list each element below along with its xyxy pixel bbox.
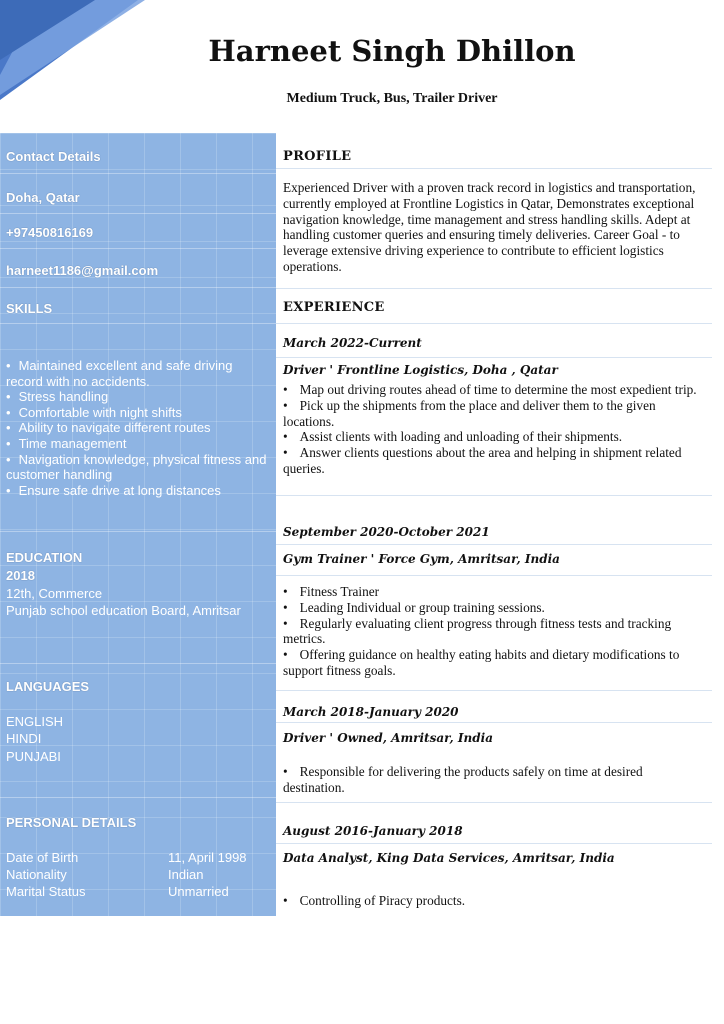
languages-heading: LANGUAGES [6, 679, 90, 694]
job-bullets [283, 893, 705, 909]
list-item: • Responsible for delivering the products safely on time at desired destination. [283, 764, 705, 796]
job-role: Gym Trainer ' Force Gym, Amritsar, India [283, 552, 560, 566]
list-item: • Pick up the shipments from the place and deliver them to the given locations. [283, 398, 705, 430]
language-item: HINDI [6, 731, 42, 746]
job-title: Medium Truck, Bus, Trailer Driver [286, 91, 498, 106]
contact-heading: Contact Details [6, 149, 101, 164]
profile-heading: PROFILE [283, 149, 352, 164]
job-bullets [283, 764, 705, 796]
contact-phone: +97450816169 [6, 225, 94, 240]
job-date: March 2022-Current [283, 336, 422, 350]
job-bullets [283, 584, 705, 679]
job-role: Data Analyst, King Data Services, Amritsar, India [283, 851, 615, 865]
list-item: • Regularly evaluating client progress through fitness tests and tracking metrics. [283, 616, 705, 648]
list-item: • Fitness Trainer [283, 584, 705, 600]
list-item: • Answer clients questions about the area and helping in shipment related queries. [283, 445, 705, 477]
resume-name: Harneet Singh Dhillon [208, 34, 576, 68]
job-date: August 2016-January 2018 [283, 824, 463, 838]
profile-text: Experienced Driver with a proven track record in logistics and transportation, currently employed at Frontline Logistics in Qatar, Demonstrates exceptional navigation knowledge, time management and stress handling skills. Adept at handling customer queries and ensuring timely deliveries. Career Goal - to leverage extensive driving experience to contribute to efficient logistics operations. [283, 180, 696, 274]
nationality-label: Nationality [6, 867, 67, 882]
education-heading: EDUCATION [6, 550, 83, 565]
job-role: Driver ' Frontline Logistics, Doha , Qatar [283, 363, 558, 377]
language-item: PUNJABI [6, 749, 61, 764]
skills-list [6, 358, 268, 498]
list-item: • Ensure safe drive at long distances [6, 483, 268, 499]
dob-label: Date of Birth [6, 850, 79, 865]
job-role: Driver ' Owned, Amritsar, India [283, 731, 493, 745]
list-item: • Offering guidance on healthy eating habits and dietary modifications to support fitness goals. [283, 647, 705, 679]
language-item: ENGLISH [6, 714, 64, 729]
education-degree: 12th, Commerce [6, 586, 103, 601]
nationality-value: Indian [168, 867, 204, 882]
list-item: • Ability to navigate different routes [6, 420, 268, 436]
contact-location: Doha, Qatar [6, 190, 80, 205]
experience-heading: EXPERIENCE [283, 300, 385, 315]
job-date: September 2020-October 2021 [283, 525, 490, 539]
sidebar [0, 133, 276, 916]
marital-value: Unmarried [168, 884, 229, 899]
list-item: • Navigation knowledge, physical fitness and customer handling [6, 452, 268, 483]
marital-label: Marital Status [6, 884, 86, 899]
job-bullets [283, 382, 705, 477]
education-year: 2018 [6, 568, 35, 583]
list-item: • Maintained excellent and safe driving record with no accidents. [6, 358, 268, 389]
education-board: Punjab school education Board, Amritsar [6, 603, 241, 618]
skills-heading: SKILLS [6, 301, 53, 316]
job-date: March 2018-January 2020 [283, 705, 459, 719]
list-item: • Time management [6, 436, 268, 452]
list-item: • Assist clients with loading and unloading of their shipments. [283, 429, 705, 445]
list-item: • Stress handling [6, 389, 268, 405]
list-item: • Comfortable with night shifts [6, 405, 268, 421]
dob-value: 11, April 1998 [168, 850, 247, 865]
contact-email: harneet1186@gmail.com [6, 263, 159, 278]
list-item: • Leading Individual or group training sessions. [283, 600, 705, 616]
list-item: • Map out driving routes ahead of time to determine the most expedient trip. [283, 382, 705, 398]
list-item: • Controlling of Piracy products. [283, 893, 705, 909]
personal-heading: PERSONAL DETAILS [6, 815, 137, 830]
